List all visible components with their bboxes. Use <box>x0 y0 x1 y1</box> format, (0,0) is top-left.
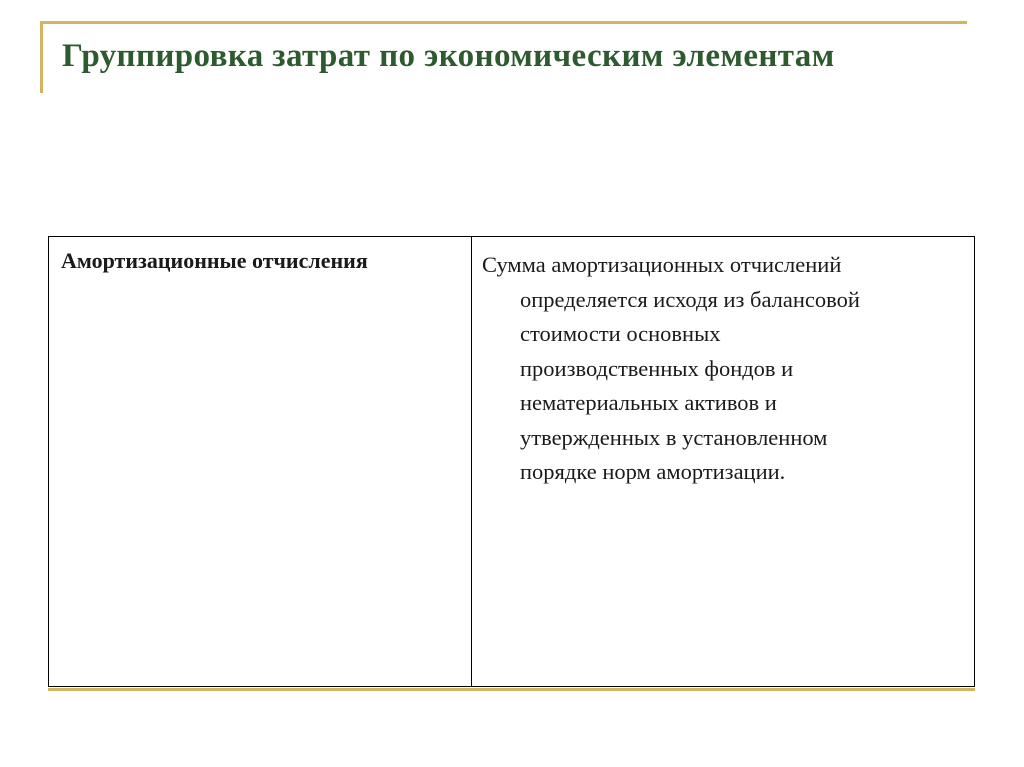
definition-table <box>48 236 975 687</box>
bottom-accent-line <box>48 688 975 691</box>
slide-title: Группировка затрат по экономическим элементам <box>62 38 835 74</box>
definition-line: нематериальных активов и <box>520 390 777 415</box>
left-accent-line <box>40 21 43 93</box>
definition-line: стоимости основных <box>520 321 721 346</box>
term-label: Амортизационные отчисления <box>61 248 368 273</box>
definition-cell <box>472 237 974 686</box>
definition-line: производственных фондов и <box>520 355 794 381</box>
definition-text <box>482 248 964 490</box>
term-cell <box>49 237 472 686</box>
definition-line: утвержденных в установленном <box>520 424 828 450</box>
top-accent-line <box>40 21 967 24</box>
definition-line: порядке норм амортизации. <box>520 459 786 484</box>
definition-line: определяется исходя из балансовой <box>520 286 860 312</box>
definition-line: Сумма амортизационных отчислений <box>482 252 842 277</box>
